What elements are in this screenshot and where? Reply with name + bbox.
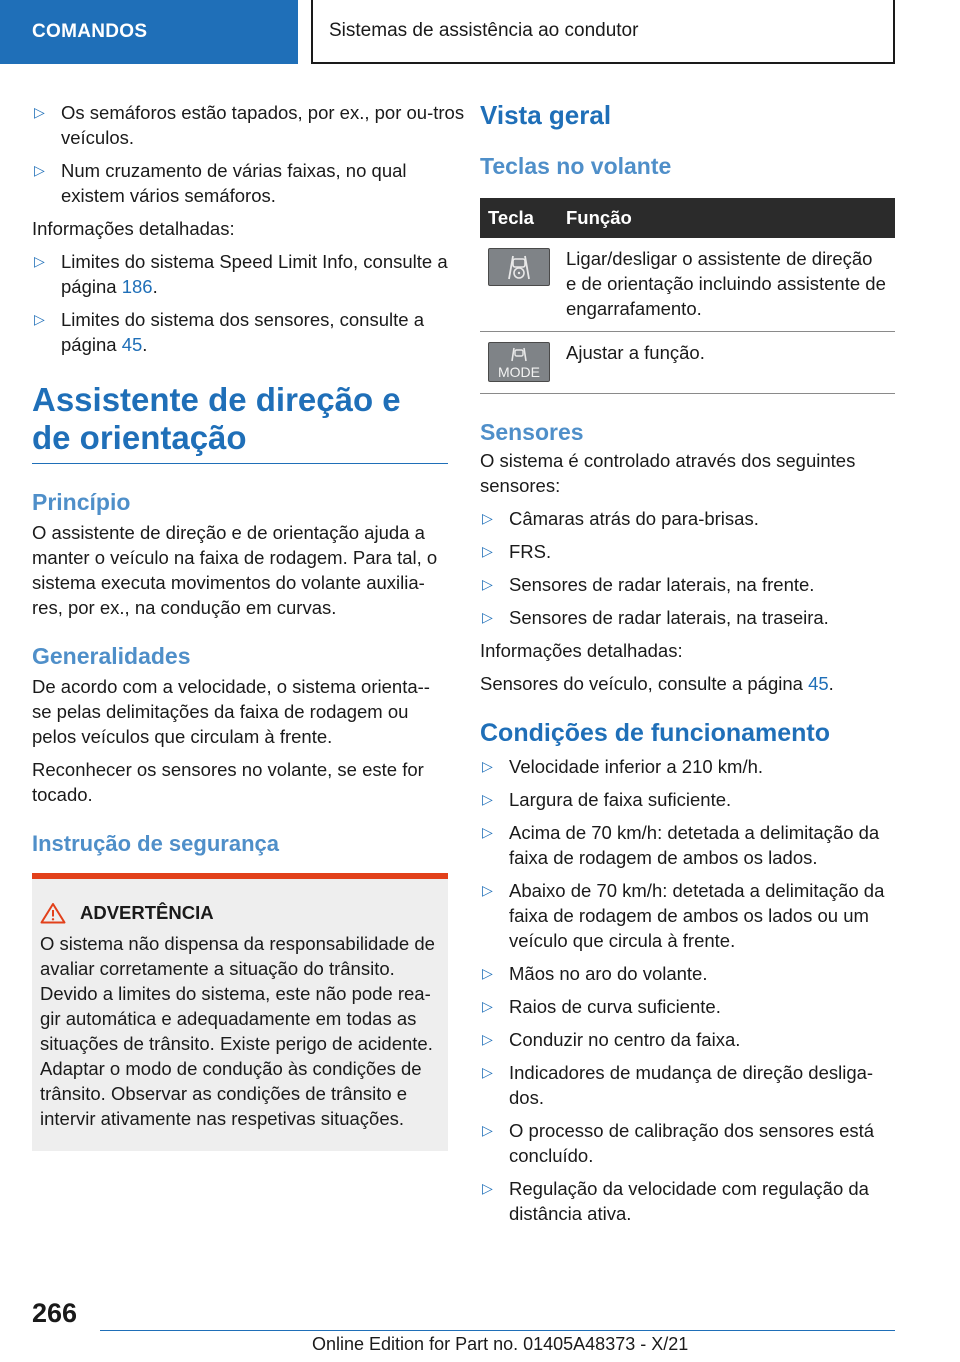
triangle-bullet-icon: ▷ bbox=[482, 758, 493, 774]
triangle-bullet-icon: ▷ bbox=[482, 998, 493, 1014]
footer-divider bbox=[100, 1330, 895, 1331]
list-item-text: Mãos no aro do volante. bbox=[509, 963, 708, 984]
list-item bbox=[480, 539, 895, 564]
triangle-bullet-icon: ▷ bbox=[482, 1064, 493, 1080]
list-item-text: Os semáforos estão tapados, por ex., por ou-tros veículos. bbox=[61, 102, 465, 148]
page-link[interactable]: 45 bbox=[808, 673, 829, 694]
list-item bbox=[32, 307, 448, 357]
list-item bbox=[480, 754, 895, 779]
list-item bbox=[480, 506, 895, 531]
list-item bbox=[480, 1027, 895, 1052]
section-label: COMANDOS bbox=[32, 21, 148, 42]
edition-text: Online Edition for Part no. 01405A48373 - X/21 bbox=[312, 1334, 689, 1354]
list-item-text: Câmaras atrás do para-brisas. bbox=[509, 508, 759, 529]
principio-heading: Princípio bbox=[32, 489, 131, 515]
list-item bbox=[480, 820, 895, 870]
mode-button-label: MODE bbox=[498, 364, 540, 380]
triangle-bullet-icon: ▷ bbox=[34, 253, 45, 269]
page-number: 266 bbox=[32, 1298, 78, 1328]
sensores-heading: Sensores bbox=[480, 419, 584, 445]
details-label: Informações detalhadas: bbox=[32, 218, 235, 239]
list-item-text: Abaixo de 70 km/h: detetada a delimitação da faixa de rodagem de ambos os lados ou um veículo que circula à frente. bbox=[509, 880, 885, 951]
triangle-bullet-icon: ▷ bbox=[482, 576, 493, 592]
column-header-funcao: Função bbox=[558, 198, 895, 238]
right-column bbox=[480, 100, 895, 1226]
list-item bbox=[480, 1118, 895, 1168]
sensores-details bbox=[480, 671, 895, 696]
punctuation: . bbox=[142, 334, 148, 355]
list-item-text: Largura de faixa suficiente. bbox=[509, 789, 732, 810]
teclas-heading: Teclas no volante bbox=[480, 153, 672, 179]
sensores-text: O sistema é controlado através dos seguintes sensores: bbox=[480, 450, 856, 496]
warning-triangle-icon bbox=[40, 902, 66, 924]
warning-title-row bbox=[40, 901, 440, 925]
list-item-text: Num cruzamento de várias faixas, no qual existem vários semáforos. bbox=[61, 160, 407, 206]
list-item bbox=[32, 249, 448, 299]
list-item bbox=[480, 878, 895, 953]
list-item-text: Sensores de radar laterais, na frente. bbox=[509, 574, 815, 595]
triangle-bullet-icon: ▷ bbox=[482, 1180, 493, 1196]
triangle-bullet-icon: ▷ bbox=[482, 1122, 493, 1138]
page-link[interactable]: 186 bbox=[121, 276, 153, 297]
table-row bbox=[480, 238, 895, 332]
section-tab bbox=[0, 0, 298, 64]
steering-assist-icon bbox=[488, 248, 550, 286]
list-item bbox=[480, 572, 895, 597]
list-item bbox=[480, 787, 895, 812]
list-item bbox=[480, 605, 895, 630]
seguranca-heading: Instrução de segurança bbox=[32, 831, 279, 856]
condicoes-heading: Condições de funcionamento bbox=[480, 719, 831, 747]
list-item-text: Raios de curva suficiente. bbox=[509, 996, 721, 1017]
generalidades-text: De acordo com a velocidade, o sistema orienta--se pelas delimitações da faixa de rodagem ou pelos veículos que circulam à frente. bbox=[32, 676, 430, 747]
triangle-bullet-icon: ▷ bbox=[482, 824, 493, 840]
keys-table bbox=[480, 198, 895, 394]
list-item-text: Velocidade inferior a 210 km/h. bbox=[509, 756, 764, 777]
punctuation: . bbox=[152, 276, 158, 297]
triangle-bullet-icon: ▷ bbox=[482, 1031, 493, 1047]
list-item bbox=[480, 1176, 895, 1226]
list-item bbox=[32, 158, 448, 208]
triangle-bullet-icon: ▷ bbox=[482, 791, 493, 807]
triangle-bullet-icon: ▷ bbox=[482, 882, 493, 898]
sensores-details-label: Informações detalhadas: bbox=[480, 640, 683, 661]
sensores-details-text: Sensores do veículo, consulte a página bbox=[480, 673, 809, 694]
triangle-bullet-icon: ▷ bbox=[482, 510, 493, 526]
list-item-text: Regulação da velocidade com regulação da distância ativa. bbox=[509, 1178, 869, 1224]
punctuation: . bbox=[828, 673, 834, 694]
generalidades-text-2: Reconhecer os sensores no volante, se este for tocado. bbox=[32, 759, 424, 805]
page-title: Assistente de direção e de orientação bbox=[32, 381, 448, 464]
chapter-header bbox=[311, 0, 895, 64]
list-item bbox=[480, 1060, 895, 1110]
list-item bbox=[480, 994, 895, 1019]
triangle-bullet-icon: ▷ bbox=[482, 543, 493, 559]
function-cell: Ajustar a função. bbox=[558, 332, 895, 394]
key-cell bbox=[480, 238, 558, 332]
column-header-tecla: Tecla bbox=[480, 198, 558, 238]
triangle-bullet-icon: ▷ bbox=[482, 609, 493, 625]
list-item-text: Conduzir no centro da faixa. bbox=[509, 1029, 741, 1050]
list-item-text: Sensores de radar laterais, na traseira. bbox=[509, 607, 829, 628]
list-item-text: Limites do sistema Speed Limit Info, consulte a página bbox=[61, 251, 448, 297]
left-column bbox=[32, 100, 465, 1151]
list-item-text: O processo de calibração dos sensores está concluído. bbox=[509, 1120, 875, 1166]
chapter-title: Sistemas de assistência ao condutor bbox=[329, 20, 639, 41]
triangle-bullet-icon: ▷ bbox=[34, 311, 45, 327]
steering-assist-glyph bbox=[489, 249, 549, 285]
warning-text: O sistema não dispensa da responsabilidade de avaliar corretamente a situação do trânsito. Devido a limites do sistema, este não pode rea-gir automática e adequadamente em todas as situações de trânsito. Existe perigo de acidente. Adaptar o modo de condução às condições de trânsito. Observar as condições de trânsito e intervir ativamente nas respetivas situações. bbox=[40, 933, 435, 1129]
triangle-bullet-icon: ▷ bbox=[34, 104, 45, 120]
key-cell bbox=[480, 332, 558, 394]
warning-box bbox=[32, 873, 448, 1151]
steering-assist-mode-icon bbox=[488, 342, 550, 382]
list-item bbox=[480, 961, 895, 986]
list-item-text: FRS. bbox=[509, 541, 552, 562]
table-header-row bbox=[480, 198, 895, 238]
triangle-bullet-icon: ▷ bbox=[482, 965, 493, 981]
list-item-text: Limites do sistema dos sensores, consulte a página bbox=[61, 309, 424, 355]
list-item bbox=[32, 100, 475, 150]
warning-title: ADVERTÊNCIA bbox=[80, 902, 214, 923]
vista-heading: Vista geral bbox=[480, 100, 612, 130]
list-item-text: Acima de 70 km/h: detetada a delimitação da faixa de rodagem de ambos os lados. bbox=[509, 822, 880, 868]
function-cell: Ligar/desligar o assistente de direção e de orientação incluindo assistente de engarrafamento. bbox=[558, 238, 895, 332]
principio-text: O assistente de direção e de orientação ajuda a manter o veículo na faixa de rodagem. Para tal, o sistema executa movimentos do volante auxilia-res, por ex., na condução em curvas. bbox=[32, 522, 438, 618]
list-item-text: Indicadores de mudança de direção desliga-dos. bbox=[509, 1062, 874, 1108]
table-row bbox=[480, 332, 895, 394]
triangle-bullet-icon: ▷ bbox=[34, 162, 45, 178]
page-link[interactable]: 45 bbox=[121, 334, 143, 355]
generalidades-heading: Generalidades bbox=[32, 643, 191, 669]
